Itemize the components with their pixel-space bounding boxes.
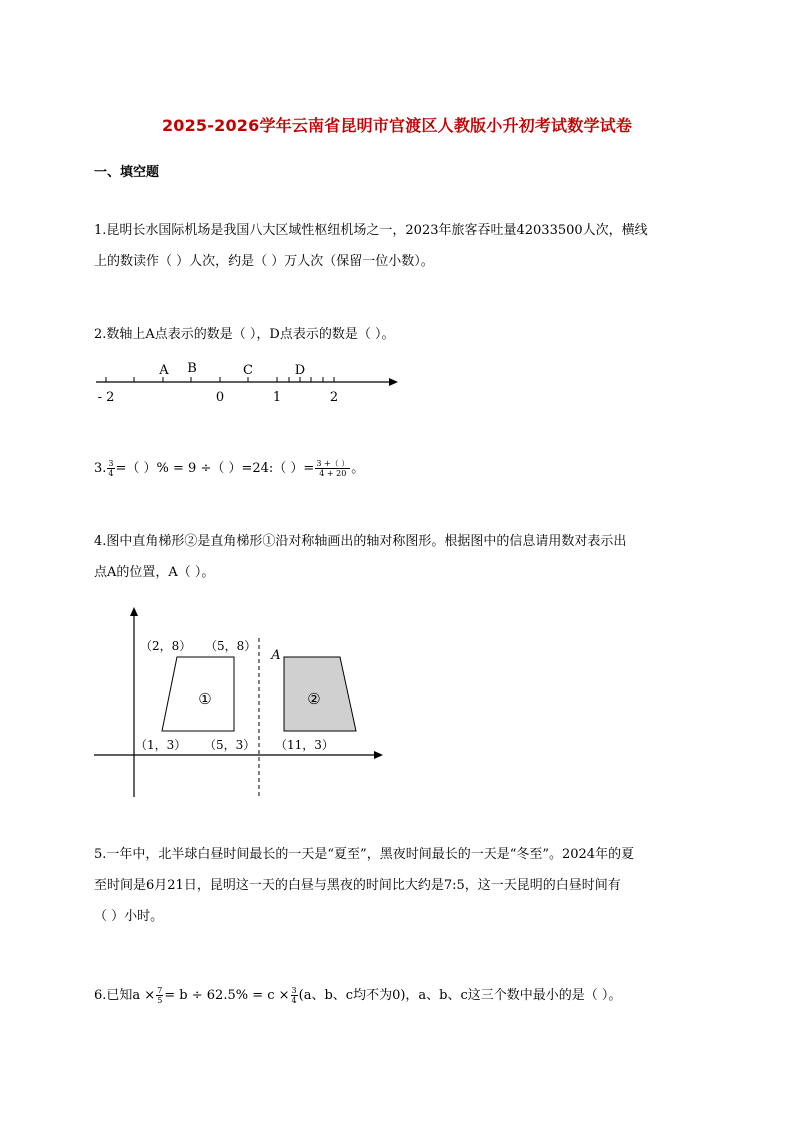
y-axis-arrow (130, 607, 138, 616)
trapezoid-figure (0, 600, 794, 805)
coord-top-right: （5，8） (205, 639, 257, 653)
question-3-prefix: 3. (94, 461, 107, 476)
question-1 (94, 215, 706, 277)
point-a-label: A (271, 648, 281, 663)
question-2-text: 2.数轴上A点表示的数是（ ），D点表示的数是（ ）。 (94, 327, 395, 342)
trapezoid-2-label: ② (307, 690, 321, 708)
fraction-3-4 (107, 459, 114, 478)
number-line-figure (0, 355, 794, 410)
question-3-middle: =（ ）% = 9 ÷（ ）=24:（ ）= (115, 461, 315, 476)
fraction-numerator: 3 (108, 459, 114, 468)
fraction-denominator: 5 (157, 996, 163, 1005)
number-line-arrow (389, 378, 398, 386)
coord-top-left: （2，8） (140, 639, 192, 653)
section-heading: 一、填空题 (94, 165, 160, 180)
question-2 (94, 319, 706, 350)
question-5-line-3: （ ）小时。 (94, 909, 164, 924)
question-6-prefix: 6.已知a × (94, 988, 156, 1003)
question-4-line-1: 4.图中直角梯形②是直角梯形①沿对称轴画出的轴对称图形。根据图中的信息请用数对表示出 (94, 534, 627, 549)
question-1-line-2: 上的数读作（ ）人次，约是（ ）万人次（保留一位小数）。 (94, 254, 434, 269)
coord-bottom-right: （5，3） (204, 738, 256, 752)
point-label-c: C (243, 363, 253, 378)
fraction-blank-over-24 (315, 459, 350, 478)
question-6-suffix: (a、b、c均不为0)，a、b、c这三个数中最小的是（ ）。 (298, 988, 622, 1003)
fraction-denominator: 4 (108, 469, 114, 478)
tick-label-0: 0 (215, 390, 225, 405)
coord-bottom-left: （1，3） (135, 738, 187, 752)
tick-label-2: 2 (329, 390, 339, 405)
fraction-numerator: 7 (157, 986, 163, 995)
fraction-3-4 (291, 986, 298, 1005)
question-6-middle: = b ÷ 62.5% = c × (164, 988, 290, 1003)
question-3-suffix: 。 (351, 461, 365, 476)
question-4-line-2: 点A的位置，A（ ）。 (94, 565, 215, 580)
x-axis-arrow (374, 751, 383, 759)
question-4 (94, 526, 706, 588)
fraction-7-5 (156, 986, 163, 1005)
fraction-numerator: 3 +（ ） (316, 459, 350, 468)
fraction-numerator: 3 (291, 986, 297, 995)
tick-label-1: 1 (272, 390, 282, 405)
point-label-a: A (159, 363, 169, 378)
question-6 (94, 980, 706, 1011)
question-5-line-1: 5.一年中，北半球白昼时间最长的一天是“夏至”，黑夜时间最长的一天是“冬至”。2024年的夏 (94, 847, 635, 862)
fraction-denominator: 4 (291, 996, 297, 1005)
point-label-d: D (294, 363, 306, 378)
coord-bottom-shape-2: （11，3） (275, 738, 334, 752)
question-5 (94, 839, 706, 932)
question-1-line-1: 1.昆明长水国际机场是我国八大区域性枢纽机场之一，2023年旅客吞吐量42033500人次，横线 (94, 223, 648, 238)
point-label-b: B (187, 361, 197, 376)
question-5-line-2: 至时间是6月21日，昆明这一天的白昼与黑夜的时间比大约是7:5，这一天昆明的白昼时间有 (94, 878, 621, 893)
tick-label-minus-2: - 2 (97, 390, 115, 405)
fraction-denominator: 4 + 20 (319, 469, 347, 478)
document-title: 2025-2026学年云南省昆明市官渡区人教版小升初考试数学试卷 (161, 116, 633, 135)
trapezoid-1-label: ① (198, 690, 212, 708)
question-3 (94, 453, 706, 484)
